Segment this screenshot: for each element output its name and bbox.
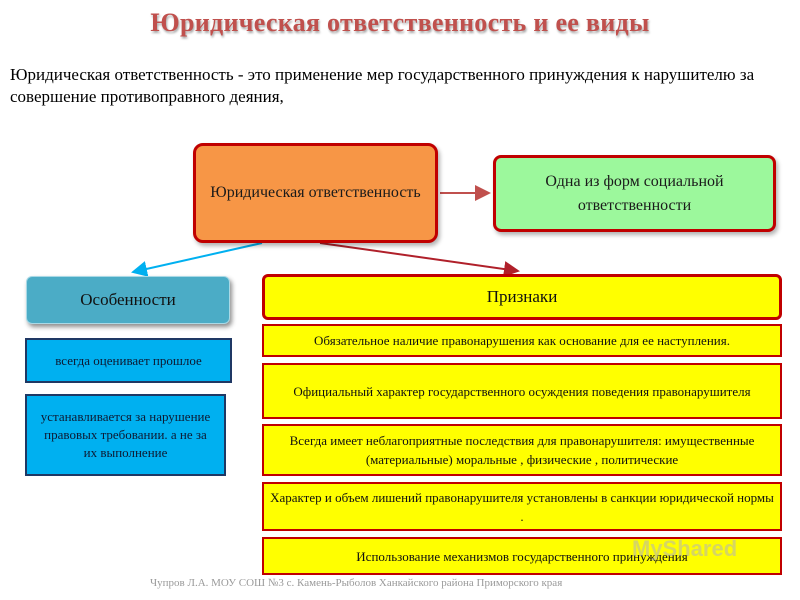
sign-item: Использование механизмов государственного принуждения	[262, 537, 782, 575]
arrow-to-signs	[320, 243, 518, 271]
node-social-responsibility: Одна из форм социальной ответственности	[493, 155, 776, 232]
sign-item: Обязательное наличие правонарушения как основание для ее наступления.	[262, 324, 782, 357]
sign-item: Всегда имеет неблагоприятные последствия для правонарушителя: имущественные (материальные) моральные , физические , политические	[262, 424, 782, 476]
sign-item: Официальный характер государственного осуждения поведения правонарушителя	[262, 363, 782, 419]
watermark-logo: MyShared	[632, 536, 738, 561]
feature-item: всегда оценивает прошлое	[25, 338, 232, 383]
sign-item: Характер и объем лишений правонарушителя установлены в санкции юридической нормы .	[262, 482, 782, 531]
arrow-to-features	[133, 243, 262, 272]
footer-credit: Чупров Л.А. МОУ СОШ №3 с. Камень-Рыболов Ханкайского района Приморского края	[150, 577, 563, 589]
feature-item: устанавливается за нарушение правовых требовании. а не за их выполнение	[25, 394, 226, 476]
node-signs: Признаки	[262, 274, 782, 320]
definition-text: Юридическая ответственность - это применение мер государственного принуждения к нарушителю за совершение противоправного деяния,	[10, 65, 755, 106]
node-legal-responsibility: Юридическая ответственность	[193, 143, 438, 243]
node-features: Особенности	[26, 276, 230, 324]
page-title: Юридическая ответственность и ее виды	[150, 8, 650, 37]
